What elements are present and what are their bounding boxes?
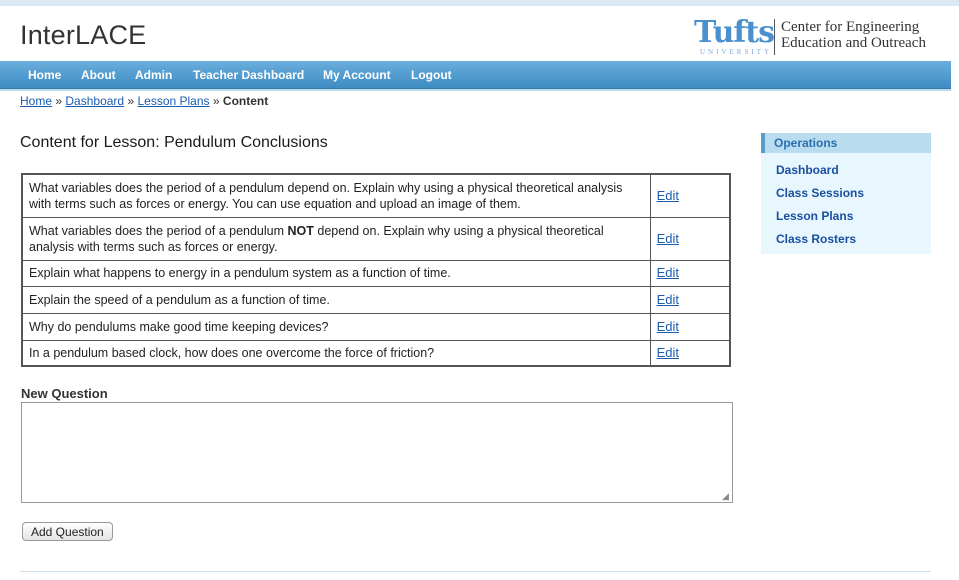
breadcrumb-lesson-plans[interactable]: Lesson Plans <box>137 94 210 108</box>
main-nav <box>0 61 951 89</box>
ops-link-class-rosters[interactable]: Class Rosters <box>776 232 857 246</box>
footer-rule <box>20 571 931 572</box>
breadcrumb-separator: » <box>55 94 63 108</box>
nav-underline <box>0 89 951 91</box>
ops-link-lesson-plans[interactable]: Lesson Plans <box>776 209 854 223</box>
question-text: Explain the speed of a pendulum as a function of time. <box>22 286 650 313</box>
edit-link[interactable]: Edit <box>656 291 680 307</box>
new-question-label: New Question <box>21 386 108 401</box>
edit-cell <box>650 340 730 366</box>
add-question-button[interactable]: Add Question <box>22 522 113 541</box>
table-row <box>22 313 730 340</box>
question-text-emphasis: NOT <box>287 223 314 238</box>
breadcrumb <box>20 94 268 108</box>
question-text <box>22 217 650 260</box>
breadcrumb-current: Content <box>222 94 269 108</box>
edit-link[interactable]: Edit <box>656 318 680 334</box>
page-title: Content for Lesson: Pendulum Conclusions <box>20 134 328 151</box>
breadcrumb-dashboard[interactable]: Dashboard <box>65 94 125 108</box>
breadcrumb-separator: » <box>127 94 135 108</box>
nav-home[interactable]: Home <box>28 68 62 82</box>
operations-panel <box>761 133 931 254</box>
nav-my-account[interactable]: My Account <box>323 68 391 82</box>
site-header <box>0 6 951 61</box>
nav-about[interactable]: About <box>81 68 116 82</box>
edit-cell <box>650 313 730 340</box>
nav-admin[interactable]: Admin <box>135 68 173 82</box>
logo-center-name <box>781 19 926 51</box>
edit-cell <box>650 174 730 217</box>
question-text-part: depend on. Explain why using a physical theoretical analysis with terms such as forces or energy. <box>29 223 604 254</box>
breadcrumb-separator: » <box>212 94 220 108</box>
breadcrumb-home[interactable]: Home <box>20 94 53 108</box>
edit-cell <box>650 286 730 313</box>
table-row <box>22 260 730 286</box>
logo-line-2: Education and Outreach <box>781 35 926 51</box>
edit-link[interactable]: Edit <box>656 265 680 280</box>
question-text: Why do pendulums make good time keeping devices? <box>22 313 650 340</box>
resize-grip-icon[interactable]: ◢ <box>722 491 729 501</box>
edit-cell <box>650 217 730 260</box>
ops-link-class-sessions[interactable]: Class Sessions <box>776 186 865 200</box>
edit-link[interactable]: Edit <box>656 230 680 246</box>
operations-title: Operations <box>774 136 838 150</box>
new-question-textarea[interactable] <box>21 402 733 503</box>
tufts-logo-word: Tufts <box>694 15 775 50</box>
question-text-part: What variables does the period of a pendulum <box>29 223 288 238</box>
table-row <box>22 217 730 260</box>
nav-teacher-dashboard[interactable]: Teacher Dashboard <box>193 68 305 82</box>
table-row <box>22 340 730 366</box>
nav-logout[interactable]: Logout <box>411 68 452 82</box>
logo-line-1: Center for Engineering <box>781 19 920 35</box>
logo-divider <box>774 19 775 55</box>
operations-header <box>761 133 931 153</box>
edit-link[interactable]: Edit <box>656 344 680 360</box>
questions-table <box>21 173 731 367</box>
edit-cell <box>650 260 730 286</box>
app-title: InterLACE <box>20 20 147 50</box>
question-text: Explain what happens to energy in a pendulum system as a function of time. <box>22 260 650 286</box>
tufts-logo-university: UNIVERSITY <box>700 48 772 56</box>
edit-link[interactable]: Edit <box>656 187 680 203</box>
table-row <box>22 174 730 217</box>
question-text: What variables does the period of a pendulum depend on. Explain why using a physical theoretical analysis with terms such as forces or energy. You can use equation and upload an image of them. <box>22 174 650 217</box>
question-text: In a pendulum based clock, how does one overcome the force of friction? <box>22 340 650 366</box>
table-row <box>22 286 730 313</box>
ops-link-dashboard[interactable]: Dashboard <box>776 163 839 177</box>
tufts-ceeo-logo[interactable] <box>694 15 934 61</box>
